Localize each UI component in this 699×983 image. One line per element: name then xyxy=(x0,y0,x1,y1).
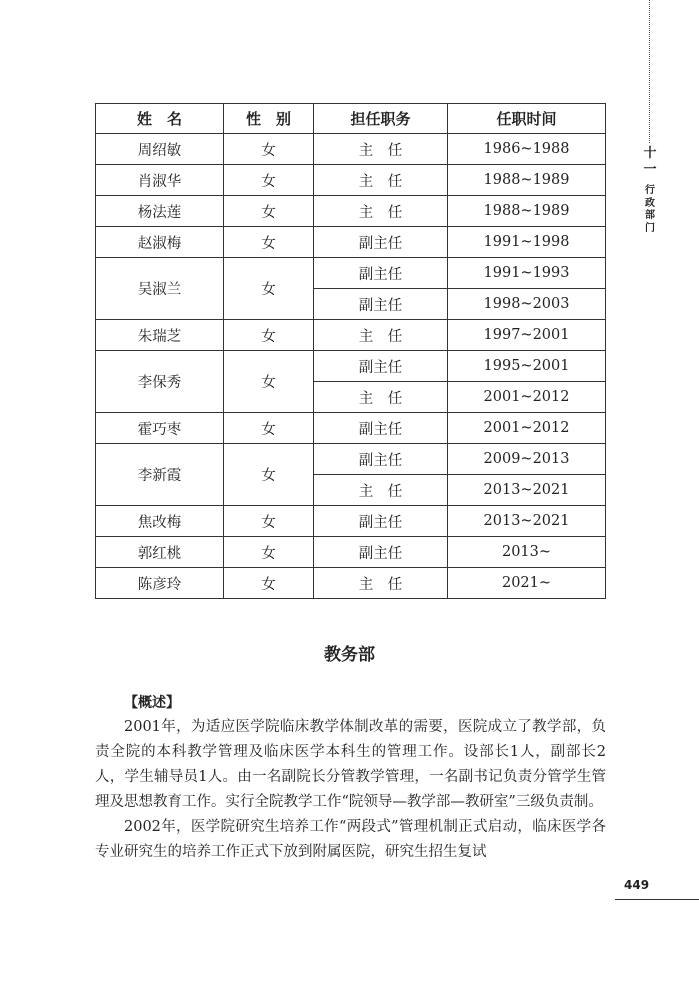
cell-position: 主 任 xyxy=(314,196,448,227)
cell-name: 朱瑞芝 xyxy=(96,320,224,351)
cell-position: 副主任 xyxy=(314,258,448,289)
header-gender: 性 别 xyxy=(224,104,314,134)
cell-gender: 女 xyxy=(224,413,314,444)
cell-gender: 女 xyxy=(224,537,314,568)
staff-table xyxy=(95,103,606,599)
table-header xyxy=(96,104,606,134)
cell-gender: 女 xyxy=(224,320,314,351)
table-row xyxy=(96,196,606,227)
cell-period: 1991~1993 xyxy=(448,258,606,289)
cell-period: 1986~1988 xyxy=(448,134,606,165)
cell-gender: 女 xyxy=(224,227,314,258)
cell-position: 主 任 xyxy=(314,320,448,351)
page-number: 449 xyxy=(624,878,650,892)
cell-gender: 女 xyxy=(224,196,314,227)
header-period: 任职时间 xyxy=(448,104,606,134)
header-position: 担任职务 xyxy=(314,104,448,134)
table-row xyxy=(96,444,606,475)
sidebar-dotted-line xyxy=(649,0,650,143)
cell-position: 副主任 xyxy=(314,537,448,568)
header-name: 姓 名 xyxy=(96,104,224,134)
chapter-char: 部 xyxy=(645,210,655,222)
chapter-char: 门 xyxy=(645,222,655,234)
cell-period: 2013~2021 xyxy=(448,475,606,506)
cell-name: 杨法莲 xyxy=(96,196,224,227)
table-row xyxy=(96,165,606,196)
cell-period: 2009~2013 xyxy=(448,444,606,475)
cell-gender: 女 xyxy=(224,444,314,506)
cell-period: 2013~2021 xyxy=(448,506,606,537)
cell-name: 吴淑兰 xyxy=(96,258,224,320)
cell-gender: 女 xyxy=(224,134,314,165)
cell-position: 主 任 xyxy=(314,134,448,165)
cell-position: 主 任 xyxy=(314,475,448,506)
cell-position: 主 任 xyxy=(314,382,448,413)
page-number-rule xyxy=(615,899,699,900)
table-row xyxy=(96,320,606,351)
section-subheading: 【概述】 xyxy=(124,695,180,711)
cell-gender: 女 xyxy=(224,351,314,413)
cell-name: 李新霞 xyxy=(96,444,224,506)
cell-position: 主 任 xyxy=(314,568,448,599)
chapter-char: 政 xyxy=(645,197,655,209)
cell-name: 陈彦玲 xyxy=(96,568,224,599)
body-text xyxy=(95,715,606,865)
cell-position: 副主任 xyxy=(314,444,448,475)
chapter-side-label xyxy=(640,146,660,235)
cell-name: 周绍敏 xyxy=(96,134,224,165)
table-row xyxy=(96,134,606,165)
table-row xyxy=(96,258,606,289)
cell-position: 副主任 xyxy=(314,289,448,320)
cell-name: 赵淑梅 xyxy=(96,227,224,258)
cell-period: 1988~1989 xyxy=(448,165,606,196)
cell-position: 副主任 xyxy=(314,227,448,258)
cell-name: 郭红桃 xyxy=(96,537,224,568)
section-title: 教务部 xyxy=(324,645,375,665)
cell-period: 1988~1989 xyxy=(448,196,606,227)
cell-position: 副主任 xyxy=(314,351,448,382)
cell-position: 主 任 xyxy=(314,165,448,196)
paragraph: 2001年，为适应医学院临床教学体制改革的需要，医院成立了教学部，负责全院的本科教学管理及临床医学本科生的管理工作。设部长1人，副部长2人，学生辅导员1人。由一名副院长分管教学管理，一名副书记负责分管学生管理及思想教育工作。实行全院教学工作“院领导—教学部—教研室”三级负责制。 xyxy=(95,719,606,810)
table-row xyxy=(96,506,606,537)
table-row xyxy=(96,568,606,599)
paragraph: 2002年，医学院研究生培养工作“两段式”管理机制正式启动，临床医学各专业研究生的培养工作正式下放到附属医院，研究生招生复试 xyxy=(95,819,606,860)
cell-position: 副主任 xyxy=(314,506,448,537)
chapter-char: 行 xyxy=(645,185,655,197)
table-row xyxy=(96,351,606,382)
cell-period: 1997~2001 xyxy=(448,320,606,351)
chapter-title-vertical xyxy=(640,185,660,235)
chapter-number: 十一 xyxy=(643,146,657,177)
table-row xyxy=(96,227,606,258)
cell-period: 2001~2012 xyxy=(448,413,606,444)
table-row xyxy=(96,537,606,568)
cell-gender: 女 xyxy=(224,258,314,320)
table-header-row xyxy=(96,104,606,134)
cell-period: 1998~2003 xyxy=(448,289,606,320)
cell-period: 2013~ xyxy=(448,537,606,568)
cell-gender: 女 xyxy=(224,568,314,599)
cell-period: 2021~ xyxy=(448,568,606,599)
table-row xyxy=(96,413,606,444)
cell-position: 副主任 xyxy=(314,413,448,444)
cell-name: 肖淑华 xyxy=(96,165,224,196)
cell-name: 李保秀 xyxy=(96,351,224,413)
table-body xyxy=(96,134,606,599)
cell-gender: 女 xyxy=(224,165,314,196)
cell-name: 焦改梅 xyxy=(96,506,224,537)
cell-period: 2001~2012 xyxy=(448,382,606,413)
cell-period: 1995~2001 xyxy=(448,351,606,382)
cell-gender: 女 xyxy=(224,506,314,537)
cell-name: 霍巧枣 xyxy=(96,413,224,444)
cell-period: 1991~1998 xyxy=(448,227,606,258)
